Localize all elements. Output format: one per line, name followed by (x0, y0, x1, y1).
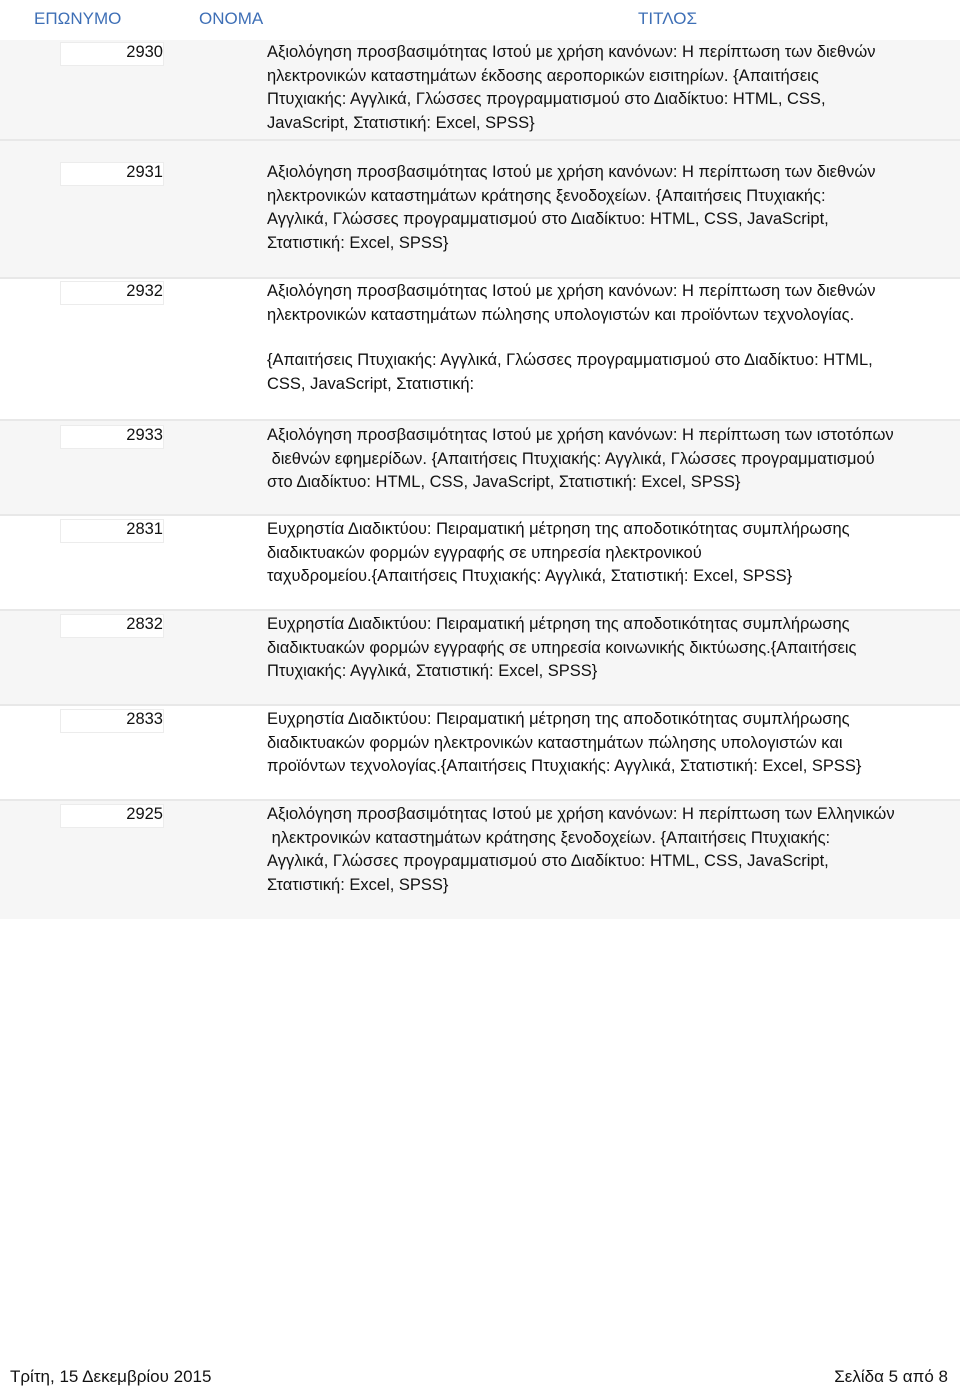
table-row (0, 514, 960, 609)
thesis-code: 2925 (126, 805, 163, 823)
thesis-title: Ευχρηστία Διαδικτύου: Πειραματική μέτρηση της αποδοτικότητας συμπλήρωσης διαδικτυακών φορμών εγγραφής σε υπηρεσία ηλεκτρονικού ταχυδρομείου.{Απαιτήσεις Πτυχιακής: Αγγλικά, Στατιστική: Excel, SPSS} (267, 520, 850, 586)
table-row (0, 704, 960, 799)
footer-date: Τρίτη, 15 Δεκεμβρίου 2015 (10, 1367, 212, 1386)
thesis-code: 2930 (126, 43, 163, 61)
thesis-title: Ευχρηστία Διαδικτύου: Πειραματική μέτρηση της αποδοτικότητας συμπλήρωσης διαδικτυακών φορμών ηλεκτρονικών καταστημάτων πώλησης υπολογιστών και προϊόντων τεχνολογίας.{Απαιτήσεις Πτυχιακής: Αγγλικά, Στατιστική: Excel, SPSS} (267, 710, 862, 776)
column-header-surname: ΕΠΩΝΥΜΟ (34, 9, 122, 28)
table-row (0, 799, 960, 919)
thesis-title: Αξιολόγηση προσβασιμότητας Ιστού με χρήση κανόνων: Η περίπτωση των διεθνών ηλεκτρονικών καταστημάτων έκδοσης αεροπορικών εισιτηρίων. {Απαιτήσεις Πτυχιακής: Αγγλικά, Γλώσσες προγραμματισμού στο Διαδίκτυο: HTML, CSS, JavaScript, Στατιστική: Excel, SPSS} (267, 43, 876, 133)
thesis-code: 2931 (126, 163, 163, 181)
thesis-code: 2831 (126, 520, 163, 538)
table-row (0, 40, 960, 139)
thesis-code: 2832 (126, 615, 163, 633)
thesis-title: Ευχρηστία Διαδικτύου: Πειραματική μέτρηση της αποδοτικότητας συμπλήρωσης διαδικτυακών φορμών εγγραφής σε υπηρεσία κοινωνικής δικτύωσης.{Απαιτήσεις Πτυχιακής: Αγγλικά, Στατιστική: Excel, SPSS} (267, 615, 857, 681)
thesis-code: 2833 (126, 710, 163, 728)
thesis-title: Αξιολόγηση προσβασιμότητας Ιστού με χρήση κανόνων: Η περίπτωση των ιστοτόπων διεθνών εφημερίδων. {Απαιτήσεις Πτυχιακής: Αγγλικά, Γλώσσες προγραμματισμού στο Διαδίκτυο: HTML, CSS, JavaScript, Στατιστική: Excel, SPSS} (267, 426, 894, 492)
table-row (0, 277, 960, 419)
column-header-name: ΟΝΟΜΑ (199, 9, 264, 28)
thesis-code: 2932 (126, 282, 163, 300)
thesis-table (0, 40, 960, 919)
thesis-title: Αξιολόγηση προσβασιμότητας Ιστού με χρήση κανόνων: Η περίπτωση των διεθνών ηλεκτρονικών καταστημάτων πώλησης υπολογιστών και προϊόντων τεχνολογίας. (267, 282, 876, 324)
thesis-code: 2933 (126, 426, 163, 444)
table-row (0, 139, 960, 277)
table-header (0, 0, 960, 40)
table-row (0, 419, 960, 514)
thesis-title: Αξιολόγηση προσβασιμότητας Ιστού με χρήση κανόνων: Η περίπτωση των Ελληνικών ηλεκτρονικών καταστημάτων κράτησης ξενοδοχείων. {Απαιτήσεις Πτυχιακής: Αγγλικά, Γλώσσες προγραμματισμού στο Διαδίκτυο: HTML, CSS, JavaScript, Στατιστική: Excel, SPSS} (267, 805, 895, 895)
footer-page-number: Σελίδα 5 από 8 (834, 1367, 948, 1386)
thesis-requirements: {Απαιτήσεις Πτυχιακής: Αγγλικά, Γλώσσες προγραμματισμού στο Διαδίκτυο: HTML, CSS, JavaScript, Στατιστική: (267, 351, 873, 393)
column-header-title: ΤΙΤΛΟΣ (638, 9, 697, 28)
thesis-title: Αξιολόγηση προσβασιμότητας Ιστού με χρήση κανόνων: Η περίπτωση των διεθνών ηλεκτρονικών καταστημάτων κράτησης ξενοδοχείων. {Απαιτήσεις Πτυχιακής: Αγγλικά, Γλώσσες προγραμματισμού στο Διαδίκτυο: HTML, CSS, JavaScript, Στατιστική: Excel, SPSS} (267, 163, 876, 253)
table-row (0, 609, 960, 704)
